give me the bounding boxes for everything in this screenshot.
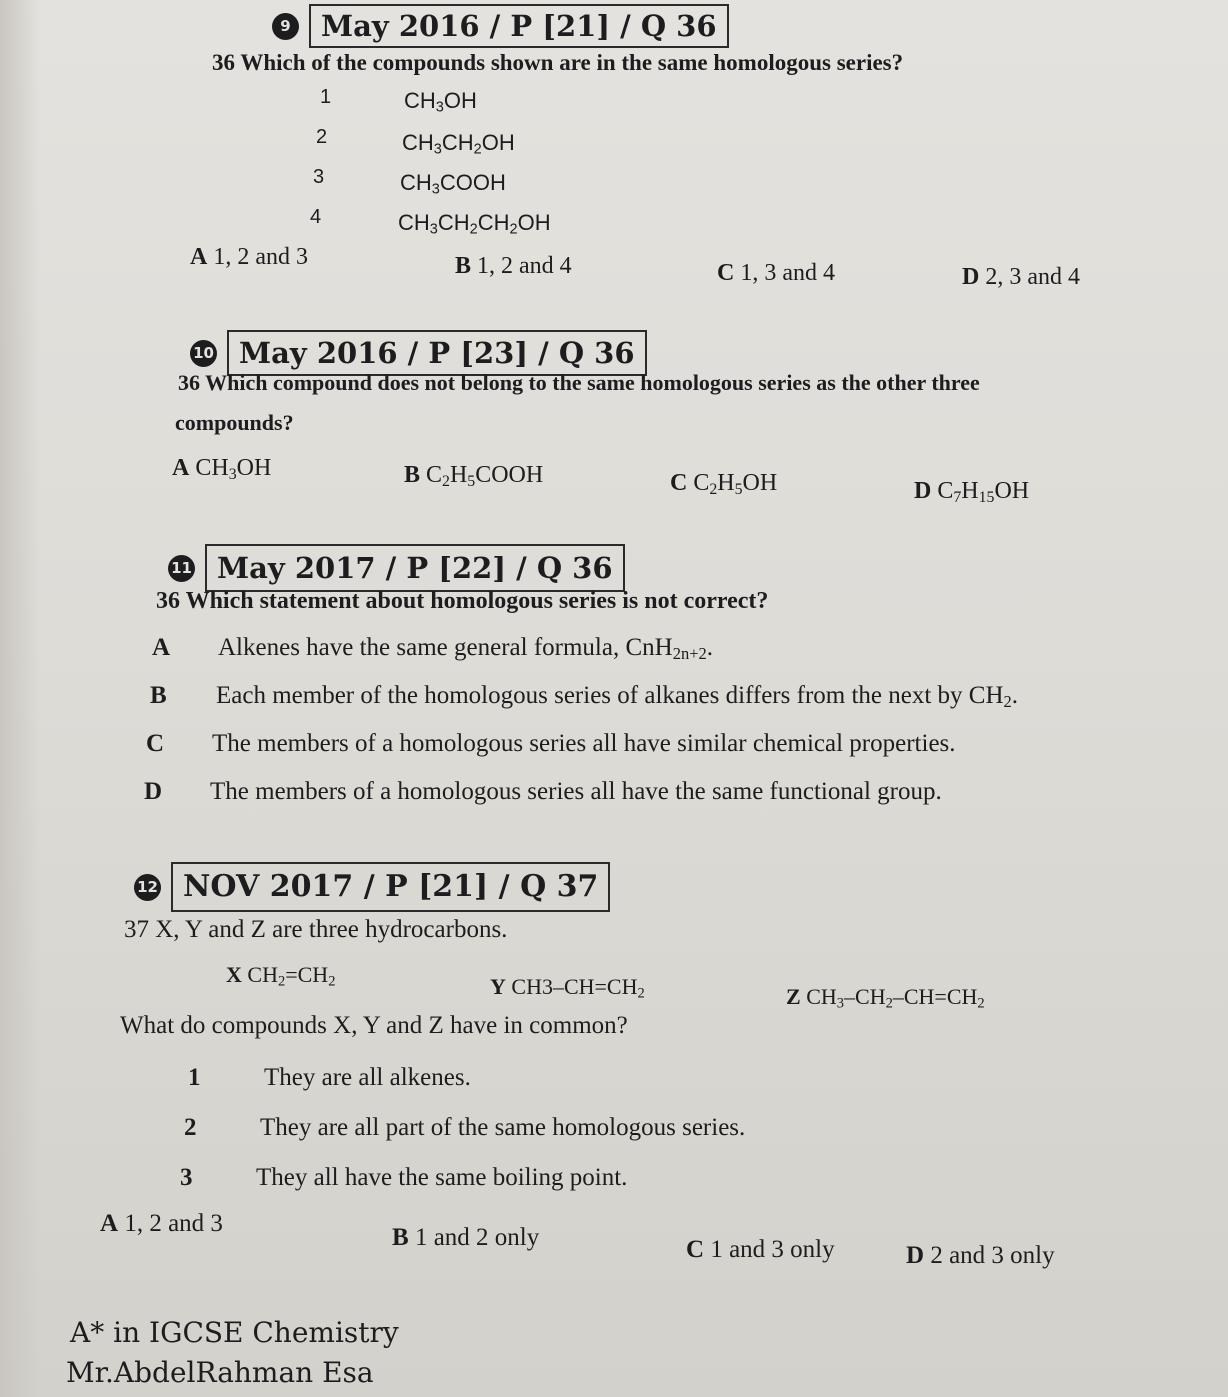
page-edge-shadow: [0, 0, 40, 1397]
statement-1: 1 They are all alkenes.: [188, 1064, 471, 1091]
question-number-badge: 11: [168, 555, 195, 582]
statement-3: 3 They all have the same boiling point.: [180, 1164, 628, 1191]
question-source-label: May 2016 / P [23] / Q 36: [227, 330, 647, 376]
answer-option-b[interactable]: B 1, 2 and 4: [455, 253, 572, 279]
question-stem-continued: compounds?: [175, 410, 294, 435]
question-prompt: What do compounds X, Y and Z have in common?: [120, 1012, 628, 1039]
answer-option-d[interactable]: D $C_7H_{15}OH$: [914, 478, 1030, 506]
question-number-badge: 10: [190, 340, 217, 367]
statement-a[interactable]: A Alkenes have the same general formula, CnH$_{2n+2}$.: [152, 634, 714, 664]
answer-option-d[interactable]: D 2, 3 and 4: [962, 264, 1080, 290]
hydrocarbon-x: X $CH_2=CH_2$: [226, 962, 336, 990]
question-source-label: May 2017 / P [22] / Q 36: [205, 544, 625, 592]
answer-option-a[interactable]: A $CH_3OH$: [172, 455, 272, 483]
compound-number: 3: [313, 166, 325, 188]
question-number-badge: 12: [134, 874, 161, 901]
answer-option-b[interactable]: B $C_2H_5COOH$: [404, 462, 544, 490]
compound-formula: $CH_3OH$: [404, 88, 477, 116]
footer-author-name: Mr.AbdelRahman Esa: [66, 1356, 374, 1389]
question-9-header: [272, 4, 729, 48]
hydrocarbon-y: Y $CH3-CH=CH_2$: [490, 974, 645, 1002]
statement-b[interactable]: B Each member of the homologous series of alkanes differs from the next by $CH_2$.: [150, 682, 1019, 712]
hydrocarbon-z: Z $CH_3-CH_2-CH=CH_2$: [786, 984, 985, 1012]
question-number-badge: 9: [272, 13, 299, 40]
statement-c[interactable]: C The members of a homologous series all have similar chemical properties.: [146, 730, 956, 757]
question-12-header: [134, 862, 610, 912]
question-stem: 37 X, Y and Z are three hydrocarbons.: [124, 916, 508, 943]
compound-formula: $CH_3CH_2CH_2OH$: [398, 210, 551, 238]
statement-d[interactable]: D The members of a homologous series all have the same functional group.: [144, 778, 942, 805]
answer-option-a[interactable]: A 1, 2 and 3: [190, 244, 308, 270]
compound-number: 2: [316, 126, 328, 148]
answer-option-b[interactable]: B 1 and 2 only: [392, 1224, 540, 1251]
question-stem: 36 Which of the compounds shown are in the same homologous series?: [212, 50, 904, 75]
statement-2: 2 They are all part of the same homologous series.: [184, 1114, 746, 1141]
question-stem: 36 Which compound does not belong to the same homologous series as the other three: [178, 370, 980, 395]
answer-option-c[interactable]: C 1, 3 and 4: [717, 260, 835, 286]
compound-formula: $CH_3CH_2OH$: [402, 130, 515, 158]
footer-course-title: A* in IGCSE Chemistry: [70, 1316, 399, 1349]
compound-number: 1: [320, 86, 332, 108]
compound-number: 4: [310, 206, 322, 228]
compound-formula: $CH_3COOH$: [400, 170, 506, 198]
question-source-label: May 2016 / P [21] / Q 36: [309, 4, 729, 48]
answer-option-a[interactable]: A 1, 2 and 3: [100, 1210, 223, 1237]
question-source-label: NOV 2017 / P [21] / Q 37: [171, 862, 610, 912]
question-11-header: [168, 544, 625, 592]
answer-option-d[interactable]: D 2 and 3 only: [906, 1242, 1055, 1269]
answer-option-c[interactable]: C $C_2H_5OH$: [670, 470, 778, 498]
question-stem: 36 Which statement about homologous series is not correct?: [156, 588, 769, 614]
answer-option-c[interactable]: C 1 and 3 only: [686, 1236, 835, 1263]
